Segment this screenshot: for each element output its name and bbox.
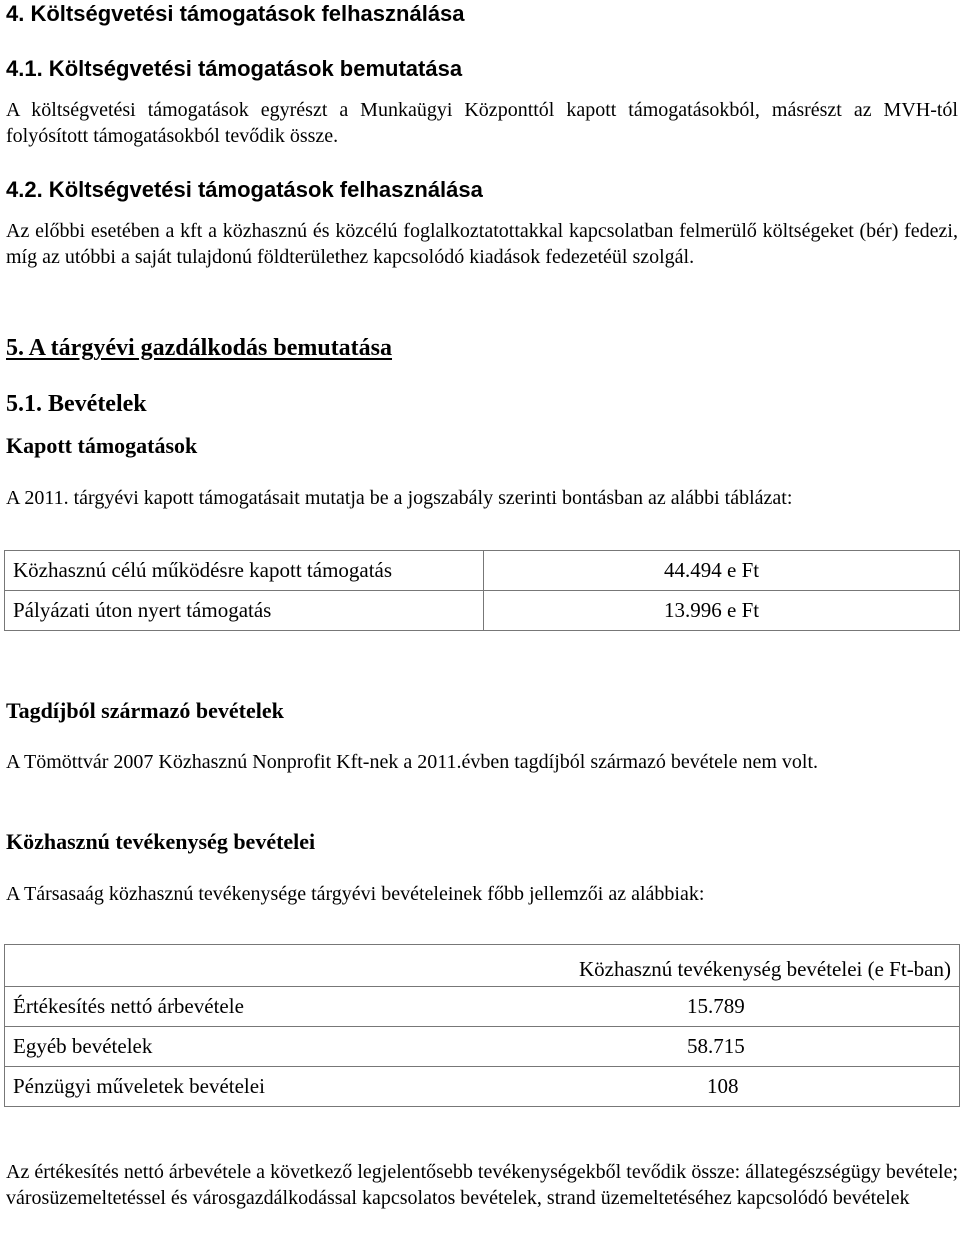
revenue-table-header: Közhasznú tevékenység bevételei (e Ft-ban) xyxy=(5,945,960,987)
revenue-value-cell: 108 xyxy=(421,1067,960,1107)
support-table xyxy=(4,550,960,631)
tagdij-heading: Tagdíjból származó bevételek xyxy=(6,698,284,723)
table-row xyxy=(5,551,960,591)
table-row xyxy=(5,987,960,1027)
table-row xyxy=(5,1027,960,1067)
section-4-1-text: A költségvetési támogatások egyrészt a Munkaügyi Központtól kapott támogatásokból, másrészt az MVH-tól folyósított támogatásokból tevődik össze. xyxy=(6,99,958,147)
revenue-value-cell: 58.715 xyxy=(421,1027,960,1067)
section-5-1-heading: 5.1. Bevételek xyxy=(6,391,147,417)
support-label-cell: Pályázati úton nyert támogatás xyxy=(5,591,484,631)
section-4-2-text: Az előbbi esetében a kft a közhasznú és közcélú foglalkoztatottakkal kapcsolatban felmerülő költségeket (bér) fedezi, míg az utóbbi a saját tulajdonú földterülethez kapcsolódó kiadások fedezetéül szolgál. xyxy=(6,220,958,268)
table-row xyxy=(5,945,960,987)
table-row xyxy=(5,591,960,631)
revenue-label-cell: Pénzügyi műveletek bevételei xyxy=(5,1067,422,1107)
support-label-cell: Közhasznú célú működésre kapott támogatás xyxy=(5,551,484,591)
revenue-label-cell: Egyéb bevételek xyxy=(5,1027,422,1067)
table-row xyxy=(5,1067,960,1107)
section-4-2-heading: 4.2. Költségvetési támogatások felhasználása xyxy=(6,177,483,202)
section-4-1-heading: 4.1. Költségvetési támogatások bemutatása xyxy=(6,56,463,81)
support-value-cell: 44.494 e Ft xyxy=(484,551,960,591)
kozhasznu-heading: Közhasznú tevékenység bevételei xyxy=(6,829,316,854)
final-paragraph: Az értékesítés nettó árbevétele a következő legjelentősebb tevékenységekből tevődik össze: állategészségügy bevétele; városüzemeltetéssel és városgazdálkodással kapcsolatos bevételek, strand üzemeltetéséhez kapcsolódó bevételek xyxy=(6,1161,958,1209)
kozhasznu-text: A Társasaág közhasznú tevékenysége tárgyévi bevételeinek főbb jellemzői az alábbiak: xyxy=(6,883,705,905)
tagdij-text: A Tömöttvár 2007 Közhasznú Nonprofit Kft-nek a 2011.évben tagdíjból származó bevétele nem volt. xyxy=(6,751,819,773)
support-value-cell: 13.996 e Ft xyxy=(484,591,960,631)
revenue-label-cell: Értékesítés nettó árbevétele xyxy=(5,987,422,1027)
kapott-tamogatasok-text: A 2011. tárgyévi kapott támogatásait mutatja be a jogszabály szerinti bontásban az alábbi táblázat: xyxy=(6,487,793,509)
revenue-table xyxy=(4,944,960,1107)
section-4-heading: 4. Költségvetési támogatások felhasználása xyxy=(6,1,465,26)
section-5-heading: 5. A tárgyévi gazdálkodás bemutatása xyxy=(6,335,393,361)
revenue-value-cell: 15.789 xyxy=(421,987,960,1027)
kapott-tamogatasok-heading: Kapott támogatások xyxy=(6,433,198,458)
